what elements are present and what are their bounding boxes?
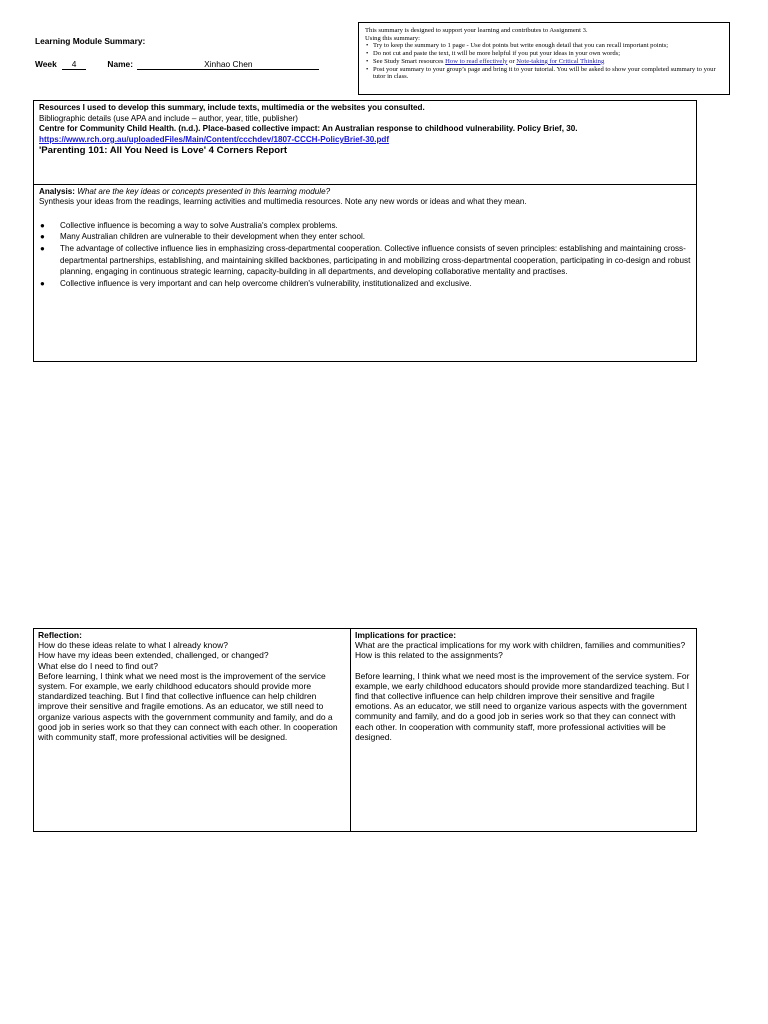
instructions-intro: This summary is designed to support your learning and contributes to Assignment 3. bbox=[365, 27, 588, 34]
resources-section bbox=[33, 100, 697, 185]
instruction-item-resources bbox=[365, 58, 723, 66]
read-effectively-link[interactable]: How to read effectively bbox=[445, 57, 508, 65]
week-label: Week bbox=[35, 59, 57, 69]
instructions-using: Using this summary: bbox=[365, 34, 420, 42]
reflection-question: How have my ideas been extended, challenged, or changed? bbox=[38, 650, 269, 661]
analysis-instruction: Synthesis your ideas from the readings, learning activities and multimedia resources. Note any new words or ideas and what they mean. bbox=[39, 197, 527, 207]
bibliographic-note: Bibliographic details (use APA and include – author, year, title, publisher) bbox=[39, 113, 299, 123]
analysis-question: What are the key ideas or concepts presented in this learning module? bbox=[77, 187, 331, 196]
analysis-point: ● Collective influence is becoming a way to solve Australia's complex problems. bbox=[39, 220, 691, 232]
or-text: or bbox=[509, 57, 515, 65]
reflection-heading: Reflection: bbox=[38, 630, 82, 640]
resources-prefix: See Study Smart resources bbox=[373, 57, 444, 65]
analysis-section bbox=[33, 184, 697, 362]
analysis-label: Analysis bbox=[39, 187, 73, 196]
documentary-reference: 'Parenting 101: All You Need is Love' 4 Corners Report bbox=[39, 145, 288, 157]
citation: Centre for Community Child Health. (n.d.). Place-based collective impact: An Australian response to childhood vulnerability. Policy Brief, 30. bbox=[39, 124, 578, 134]
reflection-cell bbox=[34, 629, 351, 831]
week-name-row bbox=[35, 59, 319, 70]
analysis-points bbox=[39, 220, 691, 290]
reflection-body: Before learning, I think what we need most is the improvement of the service system. For example, we early childhood educators should provide more standardized teaching. But I find that collective influence can help children improve their sensitive and fragile emotions. As an educator, we still need to organize various aspects with the government community and family, and do a good job in series work so that they can connect with each other. In cooperation with community staff, more professional activities will be designed. bbox=[38, 670, 338, 743]
analysis-point: ● Many Australian children are vulnerable to their development when they enter school. bbox=[39, 231, 691, 243]
instruction-item: • Try to keep the summary to 1 page - Use dot points but write enough detail that you can recall important points; bbox=[365, 42, 723, 50]
week-value: 4 bbox=[62, 59, 86, 70]
implications-question: What are the practical implications for my work with children, families and communities? How is this related to the assignments? bbox=[355, 640, 686, 661]
implications-cell bbox=[351, 629, 696, 831]
reflection-question: What else do I need to find out? bbox=[38, 660, 159, 671]
resources-heading: Resources I used to develop this summary, include texts, multimedia or the websites you consulted. bbox=[39, 103, 425, 112]
module-summary-title: Learning Module Summary: bbox=[35, 36, 146, 46]
spacer bbox=[355, 661, 692, 671]
analysis-prompt: Analysis: What are the key ideas or concepts presented in this learning module? bbox=[39, 187, 331, 196]
analysis-point: ● Collective influence is very important and can help overcome children's vulnerability, institutionalized and exclusive. bbox=[39, 278, 691, 290]
reflection-implications-table bbox=[33, 628, 697, 832]
analysis-point: ● The advantage of collective influence lies in emphasizing cross-departmental cooperation. Collective influence consists of seven principles: establishing and maintaining cross-departmental partnerships, establishing, and maintaining skilled backbones, participating in and mobilizing cross-departmental cooperation, participating in co-design and robust planning, engaging in continuous strategic learning, capacity-building in all departments, and developing collaborative mentality and practises. bbox=[39, 243, 691, 278]
instructions-box bbox=[358, 22, 730, 95]
note-taking-link[interactable]: Note-taking for Critical Thinking bbox=[516, 57, 605, 65]
name-value: Xinhao Chen bbox=[137, 59, 319, 70]
instructions-list bbox=[365, 42, 723, 81]
reflection-question: How do these ideas relate to what I already know? bbox=[38, 640, 228, 651]
instruction-item: • Do not cut and paste the text, it will be more helpful if you put your ideas in your own words; bbox=[365, 50, 723, 58]
implications-body: Before learning, I think what we need most is the improvement of the service system. For example, we early childhood educators should provide more standardized teaching. But I find that collective influence can help children improve their sensitive and fragile emotions. As an educator, we still need to organize various aspects with the government community and family, and do a good job in series work so that they can connect with each other. In cooperation with community staff, more professional activities will be designed. bbox=[355, 670, 690, 742]
implications-heading: Implications for practice: bbox=[355, 630, 457, 640]
instruction-item: • Post your summary to your group’s page and bring it to your tutorial. You will be asked to show your completed summary to your tutor in class. bbox=[365, 66, 723, 81]
name-label: Name: bbox=[107, 59, 133, 69]
policy-brief-link[interactable]: https://www.rch.org.au/uploadedFiles/Main/Content/ccchdev/1807-CCCH-PolicyBrief-30.pdf bbox=[39, 134, 390, 144]
